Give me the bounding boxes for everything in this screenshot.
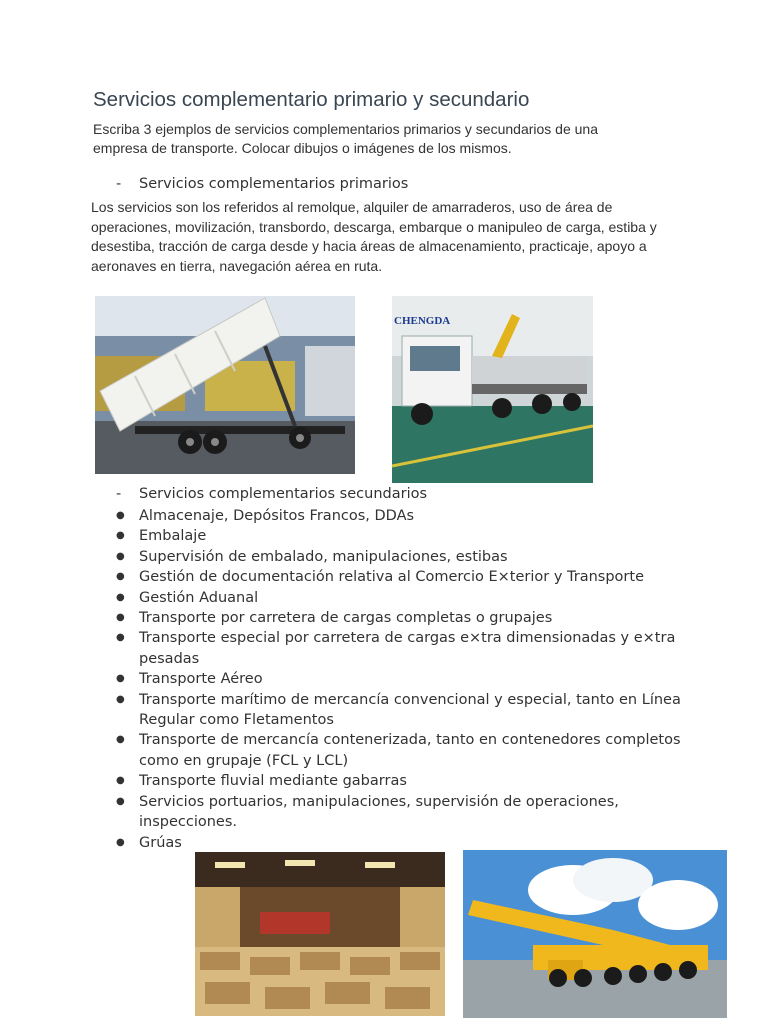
warehouse-image (195, 852, 445, 1016)
list-item: ● Transporte por carretera de cargas completas o grupajes (116, 608, 696, 628)
intro-text: Escriba 3 ejemplos de servicios complementarios primarios y secundarios de una empresa de transporte. Colocar dibujos o imágenes de los mismos. (93, 121, 599, 156)
list-item: ● Servicios portuarios, manipulaciones, supervisión de operaciones, inspecciones. (116, 792, 696, 833)
secundarios-heading-label: Servicios complementarios secundarios (139, 486, 428, 502)
list-item: ● Embalaje (116, 526, 696, 546)
list-item: ● Gestión de documentación relativa al Comercio E×terior y Transporte (116, 567, 696, 587)
mobile-crane-image (463, 850, 727, 1018)
dash-marker: - (116, 176, 122, 192)
list-item: ● Grúas (116, 833, 696, 853)
secundarios-list (116, 506, 696, 853)
primarios-heading-label: Servicios complementarios primarios (139, 176, 409, 192)
list-item: ● Transporte especial por carretera de cargas e×tra dimensionadas y e×tra pesadas (116, 628, 696, 669)
list-item: ● Transporte Aéreo (116, 669, 696, 689)
list-item: ● Gestión Aduanal (116, 588, 696, 608)
secundarios-heading (116, 486, 427, 502)
list-item: ● Supervisión de embalado, manipulaciones, estibas (116, 547, 696, 567)
primarios-paragraph: Los servicios son los referidos al remolque, alquiler de amarraderos, uso de área de operaciones, movilización, transbordo, descarga, embarque o manipuleo de carga, estiba y desestiba, tracción de carga desde y hacia áreas de almacenamiento, practicaje, apoyo a aeronaves en tierra, navegación aérea en ruta. (91, 199, 657, 274)
primarios-heading (116, 176, 408, 192)
list-item: ● Almacenaje, Depósitos Francos, DDAs (116, 506, 696, 526)
dash-marker: - (116, 486, 122, 502)
list-item: ● Transporte marítimo de mercancía convencional y especial, tanto en Línea Regular como Fletamentos (116, 690, 696, 731)
tipper-trailer-image (95, 296, 355, 474)
page-title: Servicios complementario primario y secundario (93, 88, 530, 111)
crane-truck-image (392, 296, 593, 483)
list-item: ● Transporte fluvial mediante gabarras (116, 771, 696, 791)
list-item: ● Transporte de mercancía contenerizada, tanto en contenedores completos como en grupaje (FCL y LCL) (116, 730, 696, 771)
crane-brand-label: CHENGDA (394, 315, 451, 327)
